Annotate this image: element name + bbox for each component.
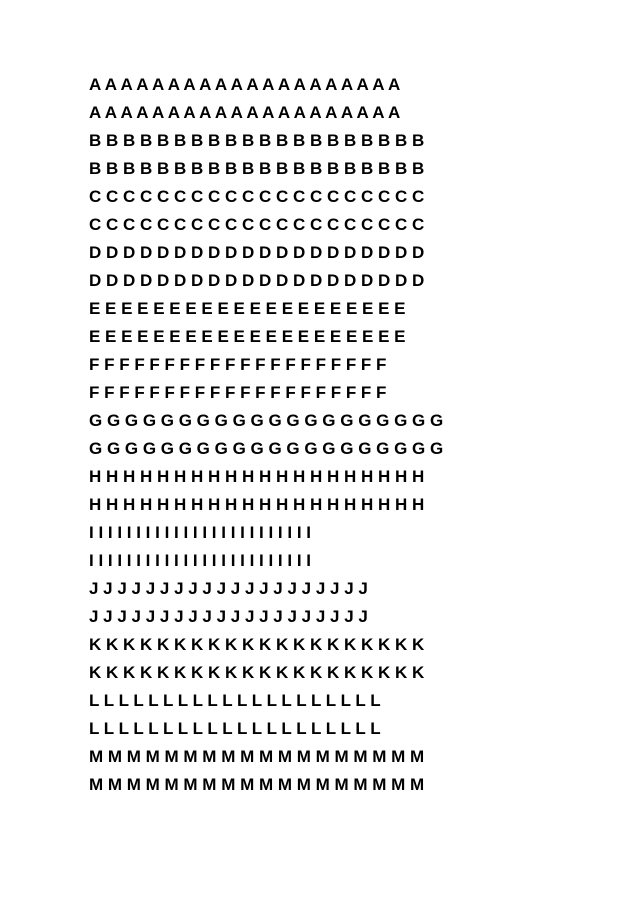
letter-row: M M M M M M M M M M M M M M M M M M [89,747,425,766]
letter-row: A A A A A A A A A A A A A A A A A A A A [89,75,401,94]
letter-row: F F F F F F F F F F F F F F F F F F F F [89,355,387,374]
letter-row: C C C C C C C C C C C C C C C C C C C C [89,215,425,234]
letter-row: H H H H H H H H H H H H H H H H H H H H [89,495,425,514]
letter-row: K K K K K K K K K K K K K K K K K K K K [89,663,425,682]
letter-row: J J J J J J J J J J J J J J J J J J J J [89,579,368,598]
letter-row: I I I I I I I I I I I I I I I I I I I I I I I I [89,523,311,542]
letter-row: J J J J J J J J J J J J J J J J J J J J [89,607,368,626]
letter-row: A A A A A A A A A A A A A A A A A A A A [89,103,401,122]
letter-grid [89,71,559,799]
letter-row: D D D D D D D D D D D D D D D D D D D D [89,271,425,290]
letter-row: E E E E E E E E E E E E E E E E E E E E [89,327,406,346]
letter-row: H H H H H H H H H H H H H H H H H H H H [89,467,425,486]
letter-row: G G G G G G G G G G G G G G G G G G G G [89,411,444,430]
letter-row: F F F F F F F F F F F F F F F F F F F F [89,383,387,402]
letter-row: B B B B B B B B B B B B B B B B B B B B [89,159,425,178]
letter-row: E E E E E E E E E E E E E E E E E E E E [89,299,406,318]
letter-row: G G G G G G G G G G G G G G G G G G G G [89,439,444,458]
letter-row: K K K K K K K K K K K K K K K K K K K K [89,635,425,654]
letter-row: M M M M M M M M M M M M M M M M M M [89,775,425,794]
letter-row: C C C C C C C C C C C C C C C C C C C C [89,187,425,206]
letter-row: L L L L L L L L L L L L L L L L L L L L [89,691,381,710]
letter-row: B B B B B B B B B B B B B B B B B B B B [89,131,425,150]
letter-row: I I I I I I I I I I I I I I I I I I I I I I I I [89,551,311,570]
letter-row: D D D D D D D D D D D D D D D D D D D D [89,243,425,262]
letter-row: L L L L L L L L L L L L L L L L L L L L [89,719,381,738]
